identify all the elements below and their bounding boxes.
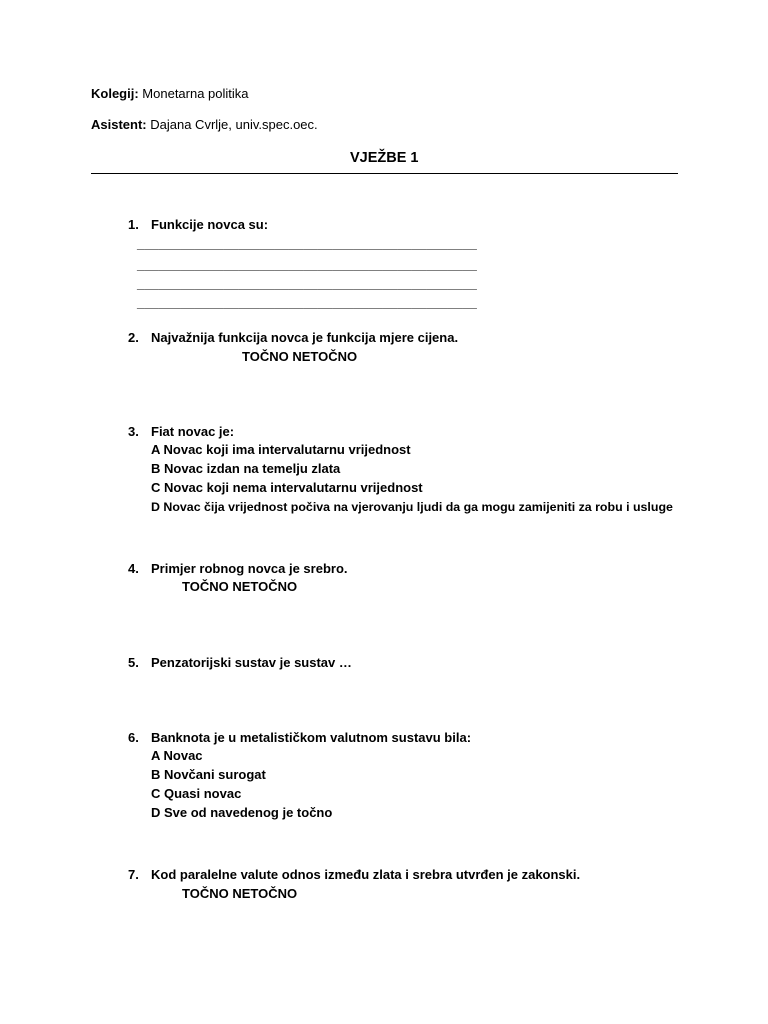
assistant-label: Asistent:	[91, 117, 147, 132]
option-a: A Novac koji ima intervalutarnu vrijednost	[151, 442, 411, 457]
question-number: 7.	[128, 867, 139, 882]
question-number: 4.	[128, 561, 139, 576]
course-value: Monetarna politika	[142, 86, 249, 101]
option-d: D Sve od navedenog je točno	[151, 805, 333, 820]
option-d: D Novac čija vrijednost počiva na vjerovanju ljudi da ga mogu zamijeniti za robu i usluge	[151, 500, 673, 514]
assistant-line	[91, 117, 318, 133]
question-number: 2.	[128, 330, 139, 345]
page-title: VJEŽBE 1	[350, 150, 419, 166]
answer-blank-line: _______________________________________________	[137, 295, 477, 310]
course-label: Kolegij:	[91, 86, 139, 101]
question-text: Funkcije novca su:	[151, 217, 269, 232]
question-text: Banknota je u metalističkom valutnom sustavu bila:	[151, 730, 472, 745]
option-c: C Quasi novac	[151, 786, 242, 801]
answer-blank-line: _______________________________________________	[137, 257, 477, 272]
true-false-answer: TOČNO NETOČNO	[242, 349, 358, 364]
question-number: 1.	[128, 217, 139, 232]
question-text: Fiat novac je:	[151, 424, 235, 439]
assistant-value: Dajana Cvrlje, univ.spec.oec.	[150, 117, 318, 132]
option-c: C Novac koji nema intervalutarnu vrijednost	[151, 480, 423, 495]
question-number: 6.	[128, 730, 139, 745]
true-false-answer: TOČNO NETOČNO	[182, 886, 298, 901]
question-text: Kod paralelne valute odnos između zlata i srebra utvrđen je zakonski.	[151, 867, 581, 882]
answer-blank-line: _______________________________________________	[137, 276, 477, 291]
answer-blank-line: _______________________________________________	[137, 236, 477, 251]
question-number: 5.	[128, 655, 139, 670]
question-text: Penzatorijski sustav je sustav …	[151, 655, 352, 670]
title-divider	[91, 173, 678, 174]
option-a: A Novac	[151, 748, 203, 763]
option-b: B Novac izdan na temelju zlata	[151, 461, 341, 476]
question-text: Primjer robnog novca je srebro.	[151, 561, 348, 576]
question-number: 3.	[128, 424, 139, 439]
course-line	[91, 86, 249, 102]
option-b: B Novčani surogat	[151, 767, 266, 782]
question-text: Najvažnija funkcija novca je funkcija mjere cijena.	[151, 330, 459, 345]
true-false-answer: TOČNO NETOČNO	[182, 579, 298, 594]
